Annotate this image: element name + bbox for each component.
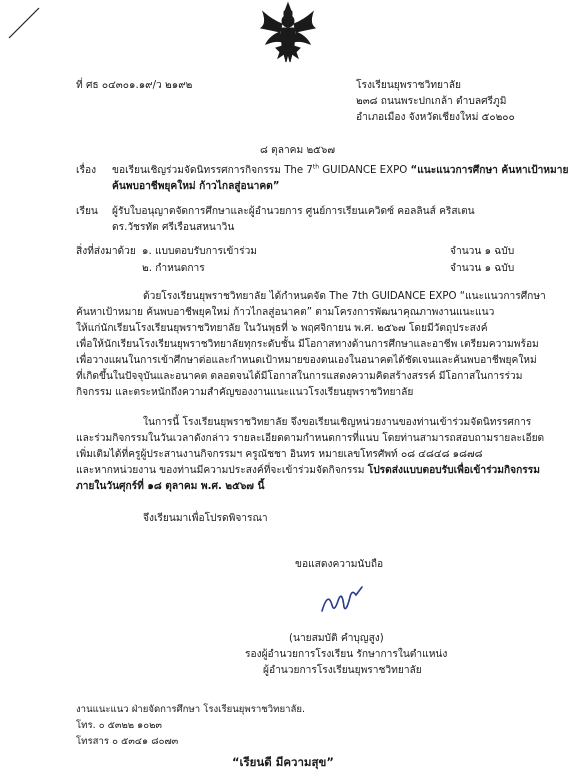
subject-title-1: “แนะแนวการศึกษา ค้นหาเป้าหมาย — [410, 165, 569, 176]
to-label: เรียน — [76, 206, 98, 217]
enclosure-qty-1: จำนวน ๑ ฉบับ — [450, 246, 515, 257]
para2-line-2: และร่วมกิจกรรมในวันเวลาดังกล่าว รายละเอียดตามกำหนดการที่แนบ โดยท่านสามารถสอบถามรายละเอียด — [76, 433, 545, 444]
para1-line-5: เพื่อวางแผนในการเข้าศึกษาต่อและกำหนดเป้าหมายของตนเองในอนาคตได้ชัดเจนและค้นพบอาชีพยุคใหม่ — [76, 355, 537, 366]
para1-line-4: เพื่อให้นักเรียนโรงเรียนยุพราชวิทยาลัยทุกระดับชั้น มีโอกาสทางด้านการศึกษาและอาชีพ เตรียมความพร้อม — [76, 339, 539, 350]
slash-mark — [5, 2, 45, 42]
subject-pre: ขอเรียนเชิญร่วมจัดนิทรรศการกิจกรรม The 7 — [112, 165, 313, 176]
doc-number: ที่ ศธ ๐๔๓๐๑.๑๙/ว ๒๑๙๒ — [76, 80, 193, 91]
school-city: อำเภอเมือง จังหวัดเชียงใหม่ ๕๐๒๐๐ — [356, 112, 515, 123]
enclosure-item-1: ๑. แบบตอบรับการเข้าร่วม — [142, 246, 258, 257]
contact-phone: โทร. ๐ ๕๓๒๒ ๑๐๒๓ — [76, 720, 162, 731]
para2-line-3: เพิ่มเติมได้ที่ครูผู้ประสานงานกิจกรรมฯ ครูณัชชา อินทร หมายเลขโทรศัพท์ ๐๘ ๔๘๔๘ ๑๘๗๘ — [76, 449, 483, 460]
subject-line1 — [112, 164, 568, 178]
para1-line-2: ค้นหาเป้าหมาย ค้นพบอาชีพยุคใหม่ ก้าวไกลสู่อนาคต” ตามโครงการพัฒนาคุณภาพงานแนะแนว — [76, 307, 495, 318]
to-line2: ดร.วัชรทัต ศรีเรือนสหนาวิน — [112, 222, 235, 233]
signature-scribble-icon — [318, 583, 366, 617]
para1-line-7: กิจกรรม และตระหนักถึงความสำคัญของงานแนะแนวโรงเรียนยุพราชวิทยาลัย — [76, 387, 414, 398]
subject-event: GUIDANCE EXPO — [319, 165, 411, 176]
para1-line-3: ให้แก่นักเรียนโรงเรียนยุพราชวิทยาลัย ในวันพุธที่ ๖ พฤศจิกายน พ.ศ. ๒๕๖๗ โดยมีวัตถุประสงค์ — [76, 323, 488, 334]
school-street: ๒๓๘ ถนนพระปกเกล้า ตำบลศรีภูมิ — [356, 96, 507, 107]
para1-line-6: ที่เกิดขึ้นในปัจจุบันและอนาคต ตลอดจนได้มีโอกาสในการแสดงความคิดสร้างสรรค์ มีโอกาสในการร่วม — [76, 371, 523, 382]
school-name: โรงเรียนยุพราชวิทยาลัย — [356, 80, 461, 91]
para2-deadline: ภายในวันศุกร์ที่ ๑๘ ตุลาคม พ.ศ. ๒๕๖๗ นี้ — [76, 481, 265, 492]
para2-line-1: ในการนี้ โรงเรียนยุพราชวิทยาลัย จึงขอเรียนเชิญหน่วยงานของท่านเข้าร่วมจัดนิทรรศการ — [143, 417, 532, 428]
enclosure-item-2: ๒. กำหนดการ — [142, 263, 205, 274]
garuda-emblem-icon — [258, 2, 318, 64]
para2-reply-request: โปรดส่งแบบตอบรับเพื่อเข้าร่วมกิจกรรม — [367, 465, 540, 476]
signer-title-2: ผู้อำนวยการโรงเรียนยุพราชวิทยาลัย — [263, 665, 422, 676]
subject-title-2: ค้นพบอาชีพยุคใหม่ ก้าวไกลสู่อนาคต” — [112, 181, 280, 192]
letter-date: ๘ ตุลาคม ๒๕๖๗ — [260, 145, 335, 156]
to-line1: ผู้รับใบอนุญาตจัดการศึกษาและผู้อำนวยการ ศูนย์การเรียนเควิดซ์ คอลลินส์ คริสเตน — [112, 206, 475, 217]
salutation: ขอแสดงความนับถือ — [295, 559, 384, 570]
subject-sup: th — [312, 163, 320, 171]
school-motto: “เรียนดี มีความสุข” — [232, 755, 334, 769]
enclosure-qty-2: จำนวน ๑ ฉบับ — [450, 263, 515, 274]
enclosures-label: สิ่งที่ส่งมาด้วย — [76, 246, 136, 257]
contact-department: งานแนะแนว ฝ่ายจัดการศึกษา โรงเรียนยุพราชวิทยาลัย. — [76, 704, 306, 715]
para1-line-1: ด้วยโรงเรียนยุพราชวิทยาลัย ได้กำหนดจัด The 7th GUIDANCE EXPO “แนะแนวการศึกษา — [143, 291, 546, 302]
signer-title-1: รองผู้อำนวยการโรงเรียน รักษาการในตำแหน่ง — [245, 649, 448, 660]
para2-line-4-text: และหากหน่วยงาน ของท่านมีความประสงค์ที่จะเข้าร่วมจัดกิจกรรม — [76, 465, 368, 476]
closing-request: จึงเรียนมาเพื่อโปรดพิจารณา — [143, 513, 268, 524]
para2-line-4 — [76, 464, 540, 478]
signer-name: (นายสมบัติ คำบุญสูง) — [289, 633, 384, 644]
contact-fax: โทรสาร ๐ ๕๓๔๑ ๘๐๗๓ — [76, 736, 179, 747]
subject-label: เรื่อง — [76, 165, 97, 176]
